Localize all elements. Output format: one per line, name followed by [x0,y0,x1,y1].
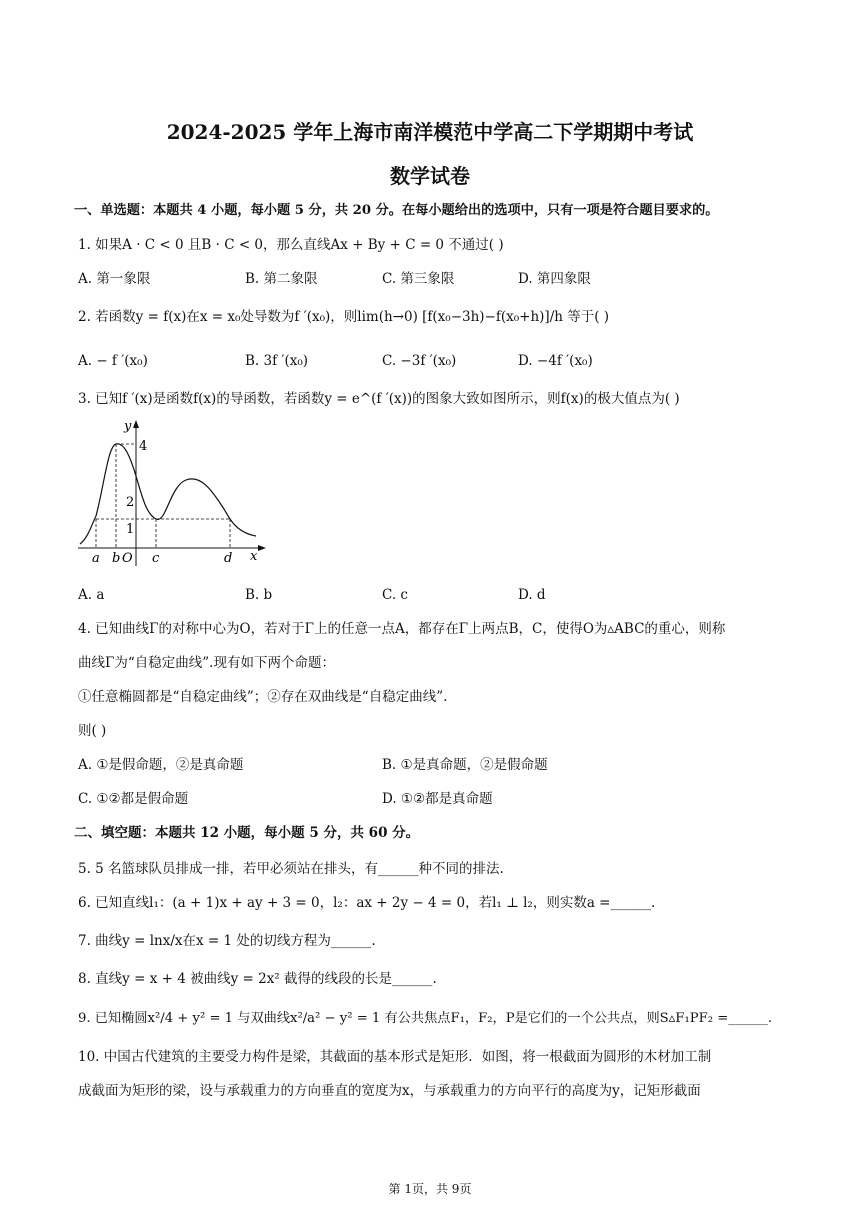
question-4-stem-line1: 4. 已知曲线Γ的对称中心为O，若对于Γ上的任意一点A，都存在Γ上两点B，C，使得O为▵ABC的重心，则称 [78,621,726,637]
q1-option-c: C. 第三象限 [382,271,455,287]
question-10-line1: 10. 中国古代建筑的主要受力构件是梁，其截面的基本形式是矩形．如图，将一根截面为圆形的木材加工制 [78,1049,712,1065]
section-heading-single-choice: 一、单选题：本题共 4 小题，每小题 5 分，共 20 分。在每小题给出的选项中，只有一项是符合题目要求的。 [74,203,719,218]
q4-option-c: C. ①②都是假命题 [78,791,189,807]
x-tick-c: c [152,551,160,566]
y-tick-2: 2 [126,495,135,510]
q3-function-graph [74,416,274,572]
q4-option-a: A. ①是假命题，②是真命题 [78,757,244,773]
page-footer: 第 1页，共 9页 [388,1182,472,1196]
question-3-stem: 3. 已知f ′(x)是函数f(x)的导函数，若函数y = e^(f ′(x))的图象大致如图所示，则f(x)的极大值点为( ) [78,391,680,407]
section-heading-fill-in: 二、填空题：本题共 12 小题，每小题 5 分，共 60 分。 [74,825,420,841]
question-5: 5. 5 名篮球队员排成一排，若甲必须站在排头，有______种不同的排法. [78,861,504,877]
q2-option-d: D. −4f ′(x₀) [518,353,593,369]
exam-subtitle: 数学试卷 [390,164,470,188]
q2-option-c: C. −3f ′(x₀) [382,353,457,369]
question-7: 7. 曲线y = lnx/x在x = 1 处的切线方程为______. [78,933,376,949]
question-10-line2: 成截面为矩形的梁，设与承载重力的方向垂直的宽度为x，与承载重力的方向平行的高度为y，记矩形截面 [78,1083,701,1099]
q1-option-b: B. 第二象限 [245,271,318,287]
q4-option-b: B. ①是真命题，②是假命题 [382,757,548,773]
q3-option-a: A. a [78,587,105,603]
question-2-stem: 2. 若函数y = f(x)在x = x₀处导数为f ′(x₀)，则lim(h→0) [f(x₀−3h)−f(x₀+h)]/h 等于( ) [78,309,610,325]
q1-option-d: D. 第四象限 [518,271,591,287]
y-axis-arrow [133,420,139,428]
q3-option-c: C. c [382,587,408,603]
x-tick-d: d [224,551,233,566]
q2-option-a: A. − f ′(x₀) [78,353,148,369]
question-4-stem-line4: 则( ) [78,723,107,739]
q1-option-a: A. 第一象限 [78,271,151,287]
y-tick-4: 4 [139,439,148,454]
question-6: 6. 已知直线l₁：(a + 1)x + ay + 3 = 0，l₂：ax + 2y − 4 = 0，若l₁ ⊥ l₂，则实数a =______. [78,895,656,911]
q3-option-b: B. b [245,587,273,603]
question-4-stem-line2: 曲线Γ为“自稳定曲线”.现有如下两个命题： [78,655,335,671]
exam-title: 2024-2025 学年上海市南洋模范中学高二下学期期中考试 [166,120,694,144]
x-tick-origin: O [122,551,133,566]
question-1-stem: 1. 如果A · C < 0 且B · C < 0，那么直线Ax + By + C = 0 不通过( ) [78,237,504,253]
x-axis-label: x [250,549,258,564]
q2-option-b: B. 3f ′(x₀) [245,353,309,369]
x-axis-arrow [258,545,266,551]
question-9: 9. 已知椭圆x²/4 + y² = 1 与双曲线x²/a² − y² = 1 有公共焦点F₁，F₂，P是它们的一个公共点，则S▵F₁PF₂ =______. [78,1011,773,1026]
question-4-stem-line3: ①任意椭圆都是“自稳定曲线”；②存在双曲线是“自稳定曲线”. [78,689,448,705]
y-axis-label: y [124,419,132,434]
y-tick-1: 1 [126,522,135,537]
q3-option-d: D. d [518,587,546,603]
x-tick-a: a [92,551,100,566]
curve-y-equals-e-fprime [80,444,256,544]
question-8: 8. 直线y = x + 4 被曲线y = 2x² 截得的线段的长是______. [78,971,437,987]
x-tick-b: b [112,551,121,566]
q4-option-d: D. ①②都是真命题 [382,791,493,807]
